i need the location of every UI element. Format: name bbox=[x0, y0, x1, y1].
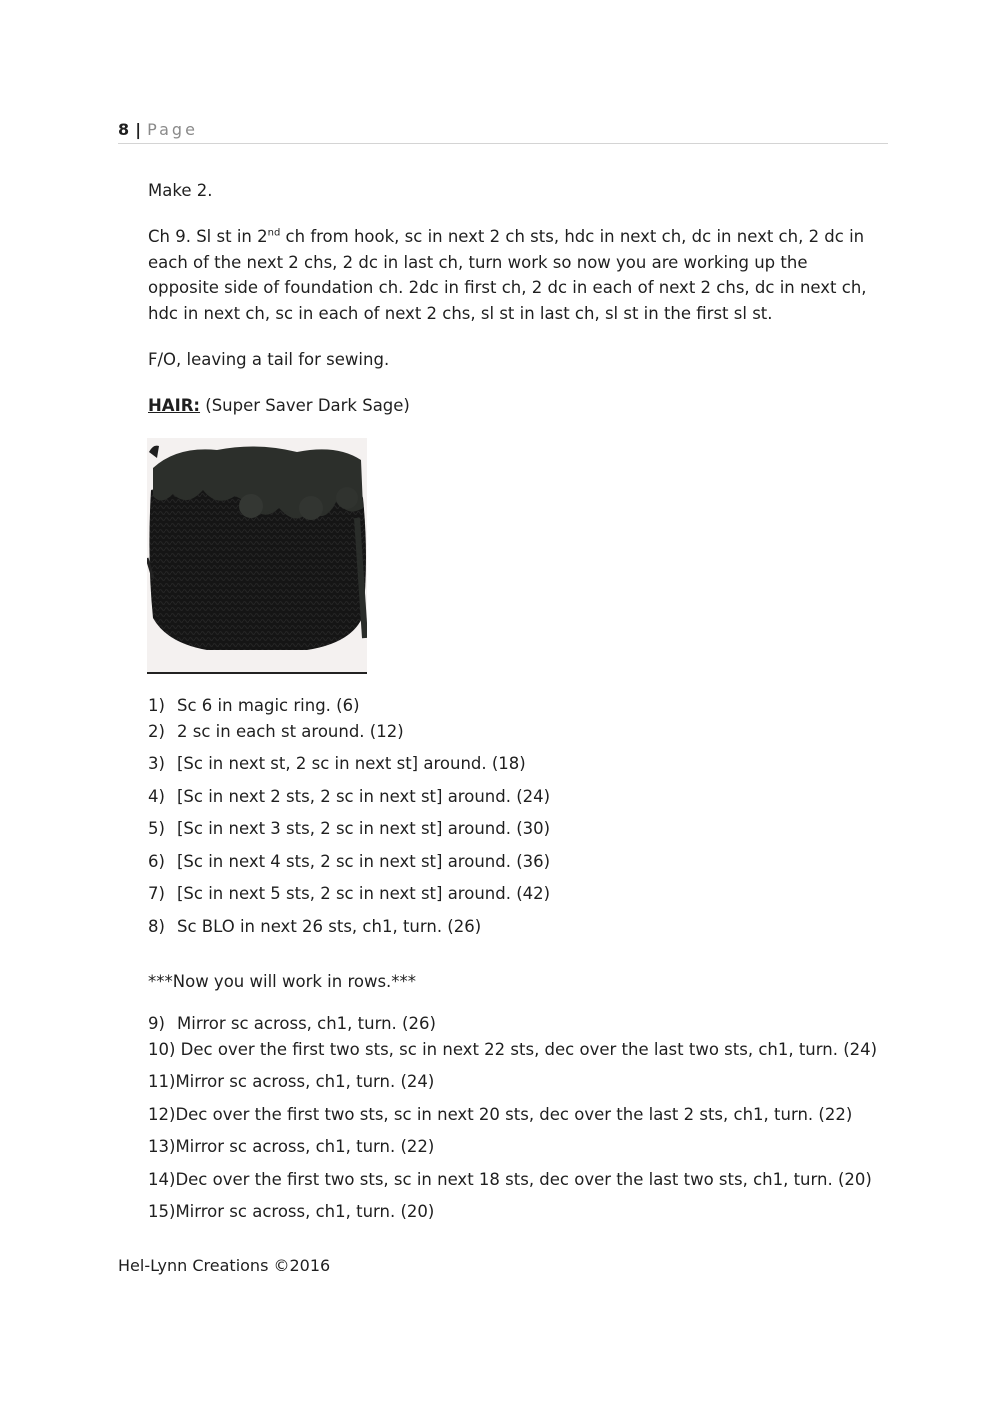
page-number: 8 bbox=[118, 120, 130, 139]
hair-heading bbox=[148, 393, 410, 419]
hair-label: HAIR: bbox=[148, 396, 201, 415]
list-item bbox=[148, 1137, 434, 1156]
chain-instructions bbox=[148, 224, 878, 326]
fasten-off-note: F/O, leaving a tail for sewing. bbox=[148, 350, 390, 369]
list-item bbox=[148, 917, 481, 936]
list-item bbox=[148, 1040, 877, 1059]
list-item bbox=[148, 722, 404, 741]
round-text: [Sc in next 3 sts, 2 sc in next st] around. (30) bbox=[177, 819, 551, 838]
round-number: 2) bbox=[148, 722, 165, 741]
row-text: Mirror sc across, ch1, turn. (24) bbox=[175, 1072, 435, 1091]
page-header bbox=[118, 120, 888, 144]
row-number: 11) bbox=[148, 1072, 176, 1091]
row-text: Dec over the first two sts, sc in next 20 sts, dec over the last 2 sts, ch1, turn. (22) bbox=[175, 1105, 853, 1124]
list-item bbox=[148, 852, 550, 871]
round-text: [Sc in next 5 sts, 2 sc in next st] around. (42) bbox=[177, 884, 551, 903]
row-number: 9) bbox=[148, 1014, 165, 1033]
row-text: Mirror sc across, ch1, turn. (20) bbox=[175, 1202, 435, 1221]
list-item bbox=[148, 884, 550, 903]
crocheted-hair-image bbox=[147, 438, 367, 670]
row-number: 13) bbox=[148, 1137, 176, 1156]
page-word: Page bbox=[147, 120, 198, 139]
header-separator: | bbox=[135, 120, 142, 139]
round-number: 5) bbox=[148, 819, 165, 838]
chain-text-2: ch from hook, sc in next 2 ch sts, hdc in next ch, dc in next ch, 2 dc in each of the next 2 chs, 2 dc in last ch, turn work so now you are working up the opposite side of foundation ch. 2dc in first ch, 2 dc in each of next 2 chs, dc in next ch, hdc in next ch, sc in each of next 2 chs, sl st in last ch, sl st in the first sl st. bbox=[148, 227, 867, 323]
row-number: 12) bbox=[148, 1105, 176, 1124]
list-item bbox=[148, 819, 550, 838]
make-count: Make 2. bbox=[148, 181, 213, 200]
round-number: 4) bbox=[148, 787, 165, 806]
list-item bbox=[148, 1170, 872, 1189]
row-text: Dec over the first two sts, sc in next 18 sts, dec over the last two sts, ch1, turn. (20) bbox=[175, 1170, 872, 1189]
row-text: Dec over the first two sts, sc in next 22 sts, dec over the last two sts, ch1, turn. (24) bbox=[175, 1040, 878, 1059]
row-text: Mirror sc across, ch1, turn. (26) bbox=[177, 1014, 436, 1033]
round-text: [Sc in next 2 sts, 2 sc in next st] around. (24) bbox=[177, 787, 551, 806]
round-number: 1) bbox=[148, 696, 165, 715]
row-number: 10) bbox=[148, 1040, 176, 1059]
round-text: Sc 6 in magic ring. (6) bbox=[177, 696, 360, 715]
list-item bbox=[148, 1014, 436, 1033]
ordinal-suffix: nd bbox=[267, 227, 281, 239]
row-number: 15) bbox=[148, 1202, 176, 1221]
round-number: 3) bbox=[148, 754, 165, 773]
list-item bbox=[148, 696, 360, 715]
round-text: [Sc in next st, 2 sc in next st] around. (18) bbox=[177, 754, 526, 773]
round-number: 7) bbox=[148, 884, 165, 903]
rows-note: ***Now you will work in rows.*** bbox=[148, 972, 417, 991]
list-item bbox=[148, 754, 526, 773]
chain-text-1: Ch 9. Sl st in 2 bbox=[148, 227, 268, 246]
hair-yarn: (Super Saver Dark Sage) bbox=[200, 396, 410, 415]
row-number: 14) bbox=[148, 1170, 176, 1189]
hair-photo bbox=[147, 438, 367, 674]
round-text: [Sc in next 4 sts, 2 sc in next st] around. (36) bbox=[177, 852, 551, 871]
round-text: 2 sc in each st around. (12) bbox=[177, 722, 404, 741]
round-text: Sc BLO in next 26 sts, ch1, turn. (26) bbox=[177, 917, 482, 936]
round-number: 8) bbox=[148, 917, 165, 936]
round-number: 6) bbox=[148, 852, 165, 871]
list-item bbox=[148, 1105, 852, 1124]
list-item bbox=[148, 1202, 434, 1221]
list-item bbox=[148, 1072, 434, 1091]
page-footer: Hel-Lynn Creations ©2016 bbox=[118, 1256, 331, 1275]
list-item bbox=[148, 787, 550, 806]
row-text: Mirror sc across, ch1, turn. (22) bbox=[175, 1137, 435, 1156]
